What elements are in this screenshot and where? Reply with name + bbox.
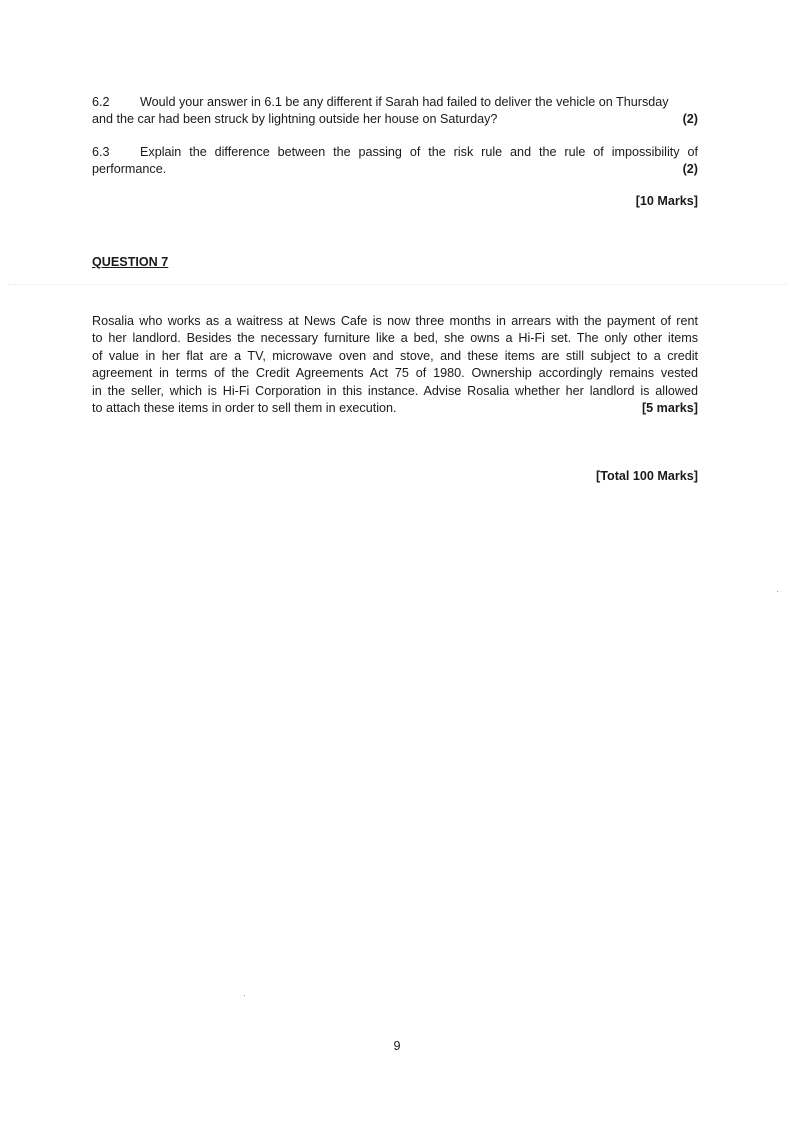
question-6-2-text-line-2: and the car had been struck by lightning outside her house on Saturday?	[92, 112, 498, 127]
question-6-3-line-1	[92, 144, 698, 161]
question-7-line-2: to her landlord. Besides the necessary furniture like a bed, she owns a Hi-Fi set. The only other items	[92, 331, 698, 346]
question-7-heading: QUESTION 7	[92, 255, 169, 269]
question-7-last-line: to attach these items in order to sell them in execution.	[92, 401, 397, 416]
section-total-marks: [10 Marks]	[635, 194, 698, 208]
question-6-2-text-line-1: Would your answer in 6.1 be any different if Sarah had failed to deliver the vehicle on Thursday	[140, 95, 669, 109]
question-6-2	[92, 94, 698, 129]
grand-total-marks: [Total 100 Marks]	[596, 469, 698, 483]
question-7-line-3: of value in her flat are a TV, microwave oven and stove, and these items are still subject to a credit	[92, 348, 698, 363]
question-7-body	[92, 313, 698, 417]
question-6-2-line-2	[92, 111, 698, 128]
scan-artifact-line	[8, 284, 788, 285]
question-7-line-5: in the seller, which is Hi-Fi Corporation in this instance. Advise Rosalia whether her landlord is allowed	[92, 383, 698, 398]
question-7-line-6	[92, 400, 698, 417]
question-6-3-number: 6.3	[92, 145, 110, 159]
question-6-2-number: 6.2	[92, 95, 110, 109]
question-6-2-marks: (2)	[682, 112, 698, 127]
scan-speck	[244, 995, 245, 996]
page-number: 9	[393, 1039, 401, 1053]
question-6-3-marks: (2)	[682, 162, 698, 177]
question-7-line-1: Rosalia who works as a waitress at News Cafe is now three months in arrears with the payment of rent	[92, 314, 698, 328]
question-7-line-4: agreement in terms of the Credit Agreements Act 75 of 1980. Ownership accordingly remains vested	[92, 366, 698, 381]
question-7-marks: [5 marks]	[641, 401, 698, 416]
question-6-3-text-line-1: Explain the difference between the passing of the risk rule and the rule of impossibility of	[140, 145, 698, 159]
scan-speck	[777, 591, 778, 592]
question-6-3-text-line-2: performance.	[92, 162, 167, 177]
question-6-3	[92, 144, 698, 179]
question-6-2-line-1	[92, 94, 698, 111]
question-6-3-line-2	[92, 161, 698, 178]
